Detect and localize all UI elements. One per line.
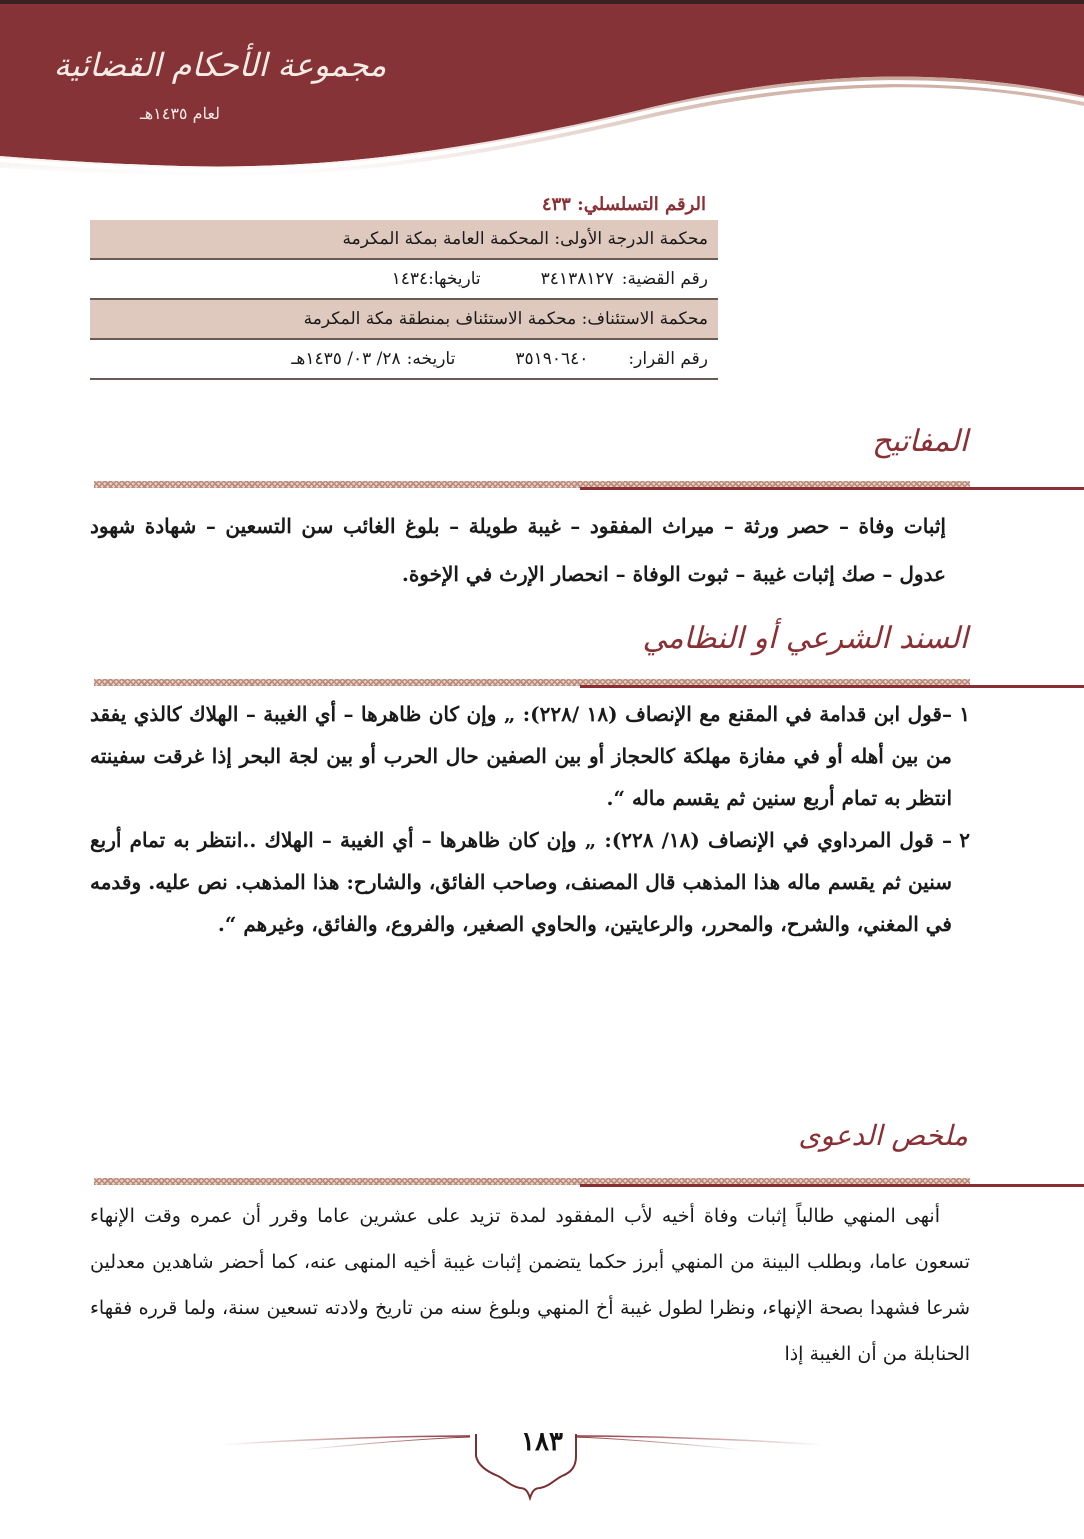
decision-number-label: رقم القرار: (628, 349, 708, 369)
legal-basis-item-number: ٢ (959, 828, 970, 852)
serial-label: الرقم التسلسلي: (577, 194, 706, 215)
serial-value: ٤٣٣ (541, 194, 571, 215)
case-number-label: رقم القضية: (621, 269, 708, 289)
year-label: لعام ١٤٣٥هـ (140, 104, 220, 123)
appeal-court: محكمة الاستئناف: محكمة الاستئناف بمنطقة مكة المكرمة (303, 309, 708, 329)
legal-basis-item (90, 693, 970, 819)
decision-date-value: ٢٨/ ٠٣/ ١٤٣٥هـ (291, 349, 401, 369)
keywords-text: إثبات وفاة – حصر ورثة – ميراث المفقود – غيبة طويلة – بلوغ الغائب سن التسعين – شهادة شهود عدول – صك إثبات غيبة – ثبوت الوفاة – انحصار الإرث في الإخوة. (90, 514, 946, 586)
header-banner (0, 0, 1084, 200)
legal-basis-list (90, 693, 970, 945)
keywords-heading (0, 420, 1084, 490)
keywords-divider-line (580, 487, 1084, 490)
legal-basis-item-text: – قول المرداوي في الإنصاف (١٨/ ٢٢٨): „ وإن كان ظاهرها – أي الغيبة – الهلاك ..انتظر به تمام أربع سنين ثم يقسم ماله هذا المذهب قال المصنف، وصاحب الفائق، والشارح: هذا المذهب. نص عليه. وقدمه في المغني، والشرح، والمحرر، والرعايتين، والحاوي الصغير، والفروع، والفائق، وغيرهم “. (90, 828, 952, 936)
keywords-title: المفاتيح (872, 424, 968, 459)
claim-summary-heading (0, 1115, 1084, 1185)
case-number-row (90, 260, 718, 300)
banner-wave-shape (0, 0, 1084, 200)
legal-basis-heading (0, 615, 1084, 685)
legal-basis-item-number: ١ (959, 702, 970, 726)
decision-number-value: ٣٥١٩٠٦٤٠ (515, 349, 589, 369)
serial-number (90, 190, 718, 220)
legal-basis-title: السند الشرعي أو النظامي (642, 621, 968, 656)
legal-basis-item-text: –قول ابن قدامة في المقنع مع الإنصاف (١٨ /٢٢٨): „ وإن كان ظاهرها – أي الغيبة – الهلاك كالذي يفقد من بين أهله أو في مفازة مهلكة كالحجاز أو بين الصفين حال الحرب أو بين لجة البحر إذا غرقت سفينته انتظر به تمام أربع سنين ثم يقسم ماله “. (90, 702, 952, 810)
case-date-value: ١٤٣٤ (391, 269, 429, 289)
claim-summary-text: أنهى المنهي طالباً إثبات وفاة أخيه لأب المفقود لمدة تزيد على عشرين عاما وقرر أن عمره وقت الإنهاء تسعون عاما، وبطلب البينة من المنهي أبرز حكما يتضمن إثبات غيبة أخيه المنهى عنه، كما أحضر شاهدين معدلين شرعا فشهدا بصحة الإنهاء، ونظرا لطول غيبة أخ المنهي وبلوغ سنه من تاريخ ولادته تسعين سنة، ولما قرره فقهاء الحنابلة من أن الغيبة إذا (90, 1205, 970, 1365)
legal-basis-divider-line (580, 685, 1084, 688)
decision-number-row (90, 340, 718, 380)
appeal-court-row (90, 300, 718, 340)
case-number-value: ٣٤١٣٨١٢٧ (540, 269, 614, 289)
claim-summary-divider-line (580, 1184, 1084, 1187)
legal-basis-item (90, 819, 970, 945)
first-court: محكمة الدرجة الأولى: المحكمة العامة بمكة المكرمة (342, 229, 708, 249)
collection-title: مجموعة الأحكام القضائية (53, 46, 387, 84)
case-info-table (90, 190, 718, 380)
first-court-row (90, 220, 718, 260)
decision-date-label: تاريخه: (406, 349, 456, 369)
case-date-label: تاريخها: (428, 269, 481, 289)
claim-summary-title: ملخص الدعوى (798, 1119, 968, 1152)
page-number: ١٨٣ (521, 1427, 563, 1457)
